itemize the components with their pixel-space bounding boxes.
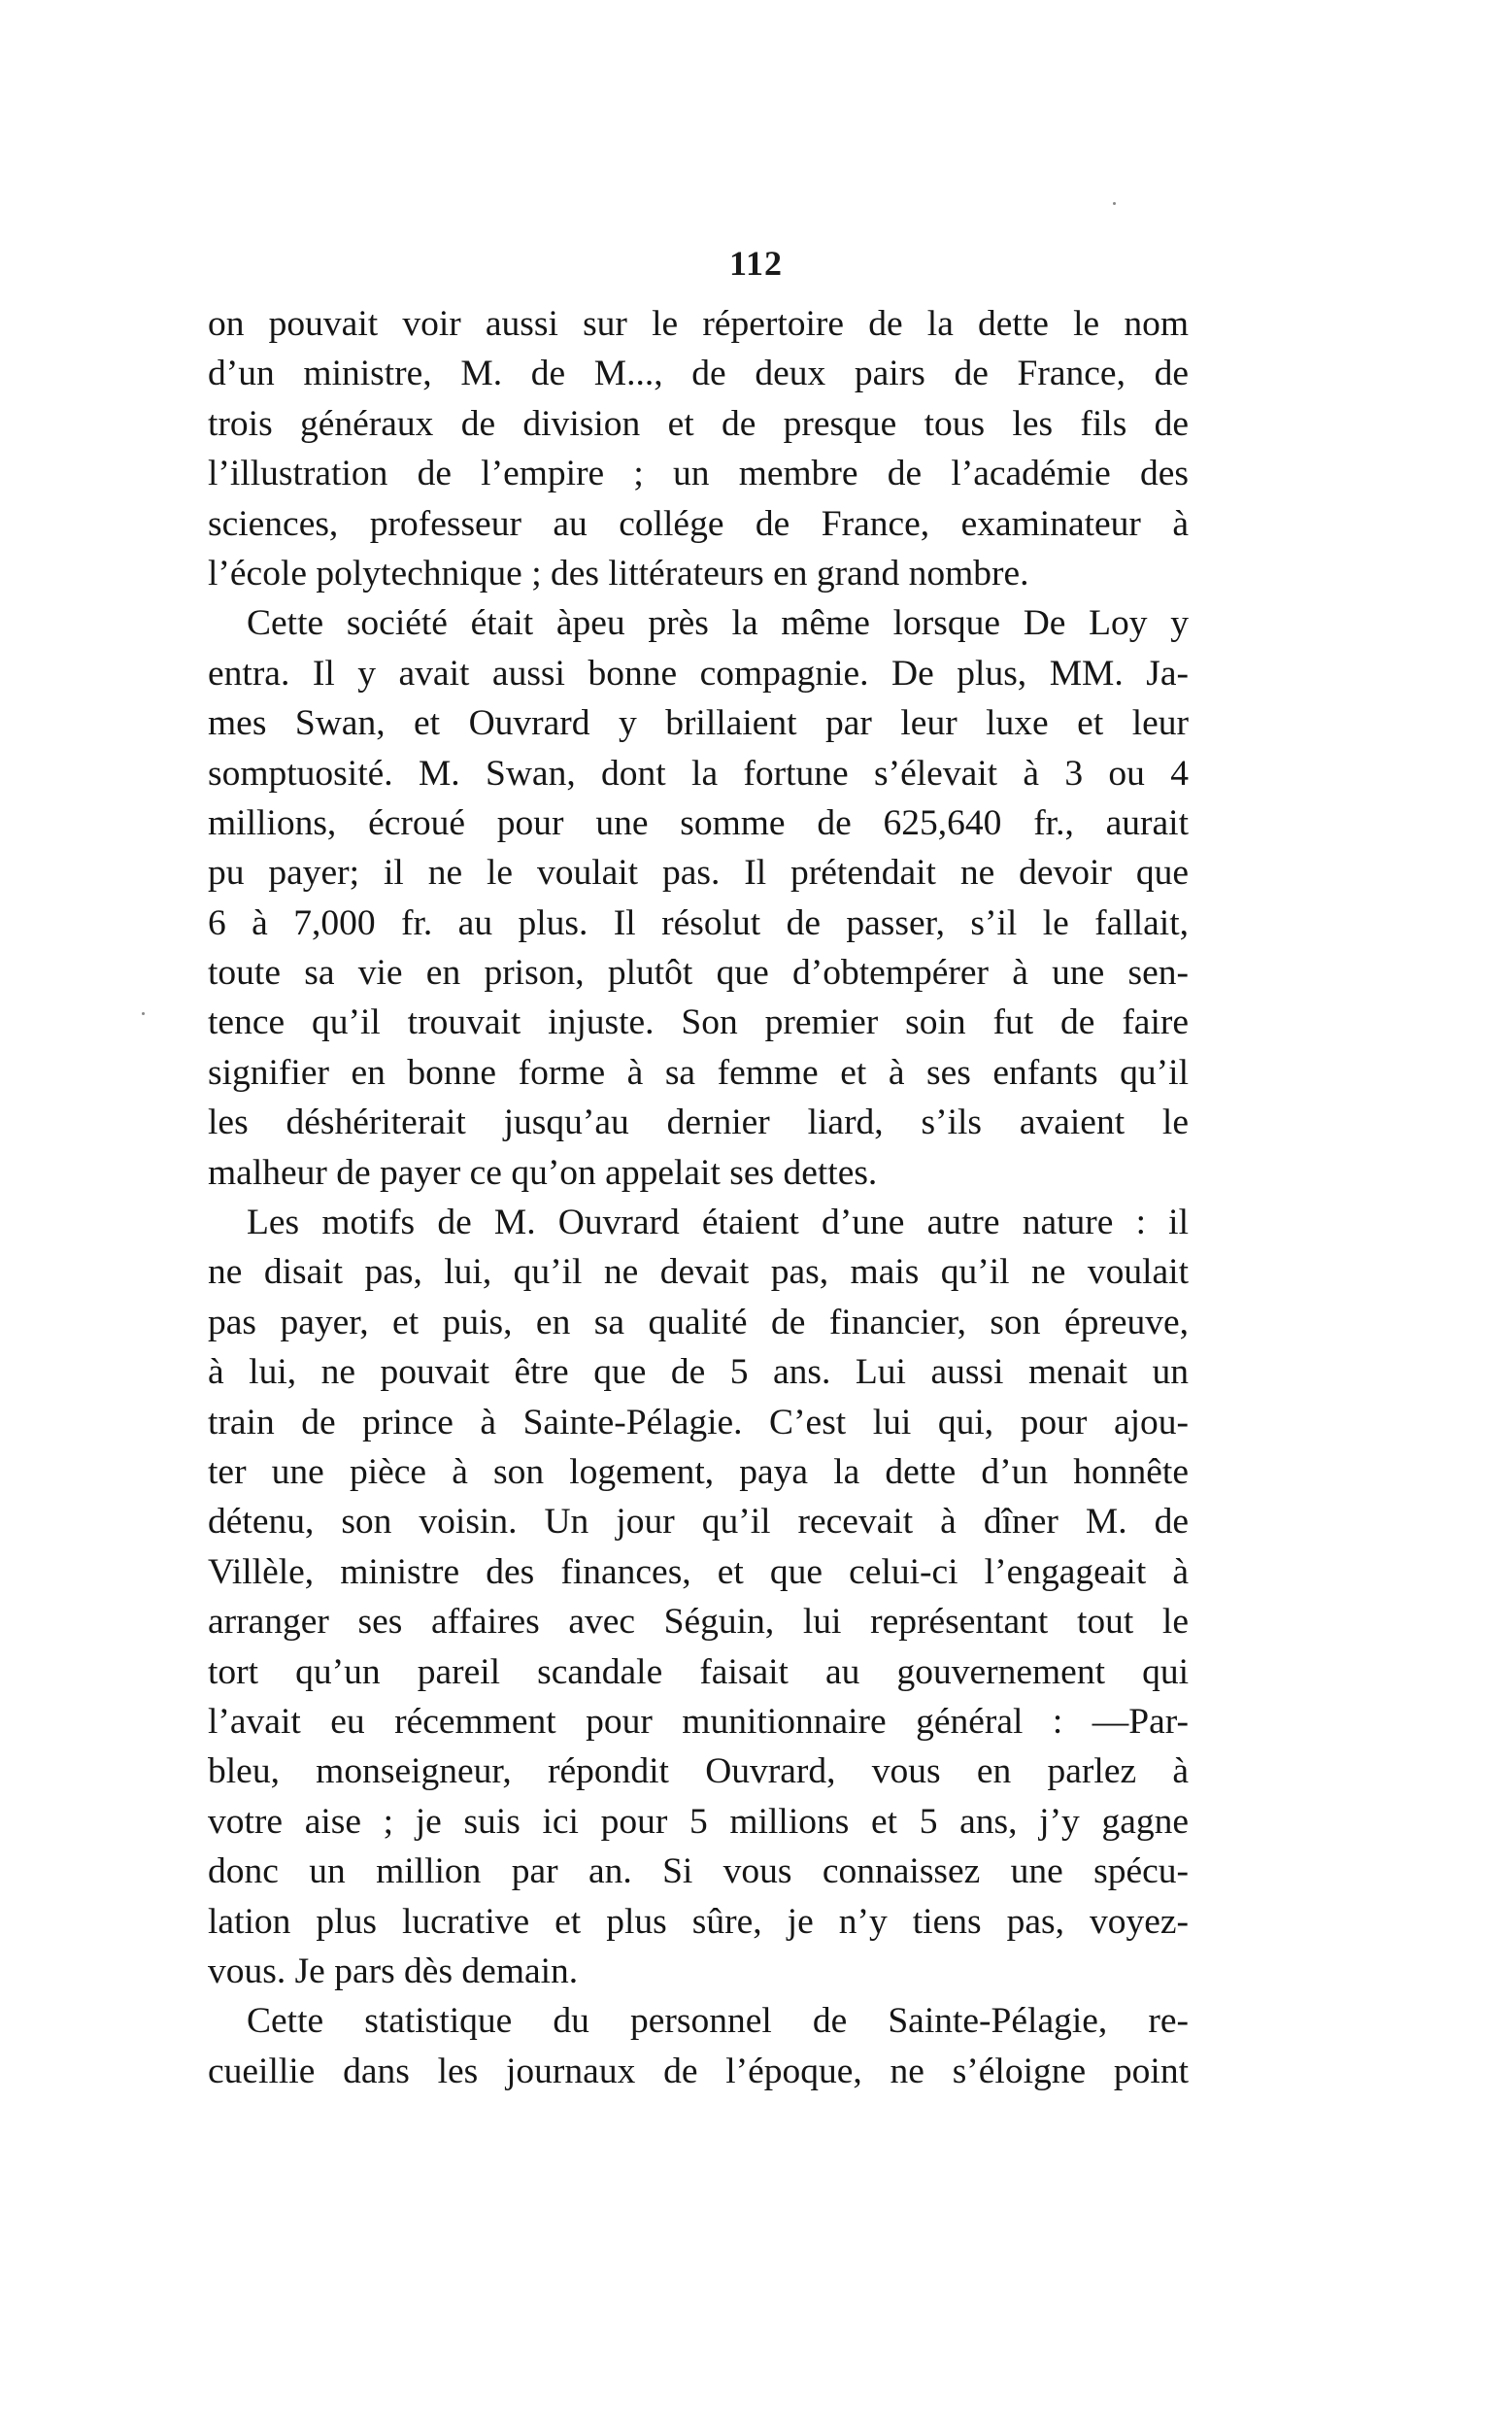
- text-line: pas payer, et puis, en sa qualité de financier, son épreuve,: [208, 1302, 1189, 1342]
- text-line: les déshériterait jusqu’au dernier liard, s’ils avaient le: [208, 1103, 1189, 1143]
- text-line: trois généraux de division et de presque tous les fils de: [208, 403, 1189, 444]
- text-line: Villèle, ministre des finances, et que celui-ci l’engageait à: [208, 1551, 1189, 1592]
- paragraph-start: Cette statistique du personnel de Sainte-Pélagie, re-: [247, 2001, 1189, 2042]
- ink-speck: [142, 1012, 145, 1015]
- text-line: sciences, professeur au collége de France, examinateur à: [208, 503, 1189, 544]
- text-line: entra. Il y avait aussi bonne compagnie. De plus, MM. Ja-: [208, 653, 1189, 694]
- text-line: vous. Je pars dès demain.: [208, 1951, 579, 1991]
- text-line: toute sa vie en prison, plutôt que d’obtempérer à une sen-: [208, 953, 1189, 994]
- text-line: lation plus lucrative et plus sûre, je n’y tiens pas, voyez-: [208, 1901, 1189, 1942]
- text-line: l’école polytechnique ; des littérateurs en grand nombre.: [208, 553, 1029, 594]
- text-line: train de prince à Sainte-Pélagie. C’est lui qui, pour ajou-: [208, 1402, 1189, 1442]
- text-line: l’illustration de l’empire ; un membre de l’académie des: [208, 454, 1189, 494]
- text-line: l’avait eu récemment pour munitionnaire général : —Par-: [208, 1701, 1189, 1742]
- text-line: d’un ministre, M. de M..., de deux pairs de France, de: [208, 354, 1189, 394]
- ink-speck: [1113, 202, 1116, 205]
- page-number: 112: [728, 244, 783, 283]
- paragraph-start: Cette société était àpeu près la même lorsque De Loy y: [247, 603, 1189, 644]
- text-line: tort qu’un pareil scandale faisait au gouvernement qui: [208, 1651, 1189, 1692]
- text-line: millions, écroué pour une somme de 625,640 fr., aurait: [208, 802, 1189, 843]
- text-line: 6 à 7,000 fr. au plus. Il résolut de passer, s’il le fallait,: [208, 902, 1189, 943]
- body-text: [208, 299, 1189, 2096]
- text-line: donc un million par an. Si vous connaissez une spécu-: [208, 1851, 1189, 1892]
- paragraph-start: Les motifs de M. Ouvrard étaient d’une autre nature : il: [247, 1203, 1189, 1243]
- text-line: détenu, son voisin. Un jour qu’il recevait à dîner M. de: [208, 1502, 1189, 1543]
- text-line: pu payer; il ne le voulait pas. Il prétendait ne devoir que: [208, 853, 1189, 894]
- text-line: ne disait pas, lui, qu’il ne devait pas, mais qu’il ne voulait: [208, 1252, 1189, 1293]
- text-line: mes Swan, et Ouvrard y brillaient par leur luxe et leur: [208, 703, 1189, 744]
- text-line: somptuosité. M. Swan, dont la fortune s’élevait à 3 ou 4: [208, 753, 1189, 794]
- text-line: signifier en bonne forme à sa femme et à ses enfants qu’il: [208, 1052, 1189, 1093]
- text-line: malheur de payer ce qu’on appelait ses dettes.: [208, 1152, 878, 1193]
- text-line: votre aise ; je suis ici pour 5 millions et 5 ans, j’y gagne: [208, 1801, 1189, 1842]
- text-line: arranger ses affaires avec Séguin, lui représentant tout le: [208, 1602, 1189, 1643]
- text-line: ter une pièce à son logement, paya la dette d’un honnête: [208, 1451, 1189, 1492]
- text-line: tence qu’il trouvait injuste. Son premier soin fut de faire: [208, 1002, 1189, 1043]
- text-line: à lui, ne pouvait être que de 5 ans. Lui aussi menait un: [208, 1352, 1189, 1393]
- text-line: cueillie dans les journaux de l’époque, ne s’éloigne point: [208, 2051, 1189, 2091]
- text-line: bleu, monseigneur, répondit Ouvrard, vous en parlez à: [208, 1751, 1189, 1792]
- text-line: on pouvait voir aussi sur le répertoire de la dette le nom: [208, 304, 1189, 344]
